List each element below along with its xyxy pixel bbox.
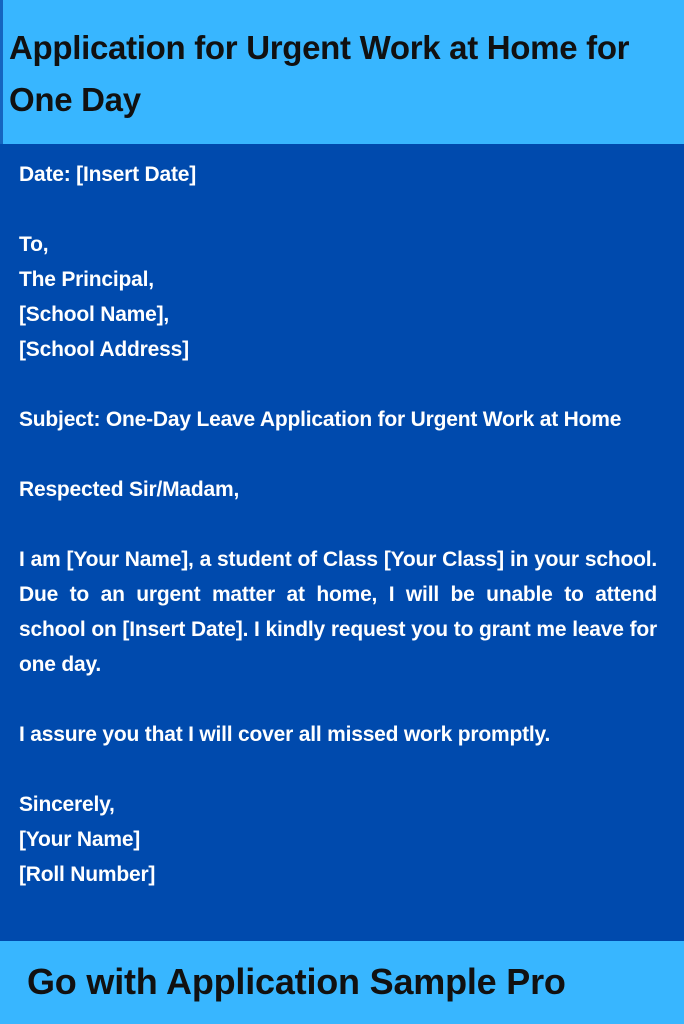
spacer xyxy=(19,507,657,542)
spacer xyxy=(19,437,657,472)
spacer xyxy=(19,682,657,717)
footer-banner xyxy=(0,941,684,1024)
signature-roll-number: [Roll Number] xyxy=(19,863,156,886)
recipient-school-name: [School Name], xyxy=(19,303,170,326)
closing: Sincerely, xyxy=(19,793,115,816)
spacer xyxy=(19,752,657,787)
title-banner xyxy=(0,0,684,144)
body-paragraph-2: I assure you that I will cover all missed work promptly. xyxy=(19,723,551,746)
page-title: Application for Urgent Work at Home for One Day xyxy=(9,29,630,118)
recipient-title: The Principal, xyxy=(19,268,154,291)
recipient-block xyxy=(19,227,657,367)
signature-name: [Your Name] xyxy=(19,828,141,851)
signature-block xyxy=(19,787,657,892)
subject-line: Subject: One-Day Leave Application for Urgent Work at Home xyxy=(19,408,622,431)
spacer xyxy=(19,367,657,402)
salutation: Respected Sir/Madam, xyxy=(19,478,240,501)
date-line: Date: [Insert Date] xyxy=(19,163,197,186)
recipient-school-address: [School Address] xyxy=(19,338,189,361)
recipient-to: To, xyxy=(19,233,49,256)
spacer xyxy=(19,192,657,227)
footer-text: Go with Application Sample Pro xyxy=(27,961,566,1002)
body-paragraph-1: I am [Your Name], a student of Class [Your Class] in your school. Due to an urgent matter at home, I will be unable to attend school on [Insert Date]. I kindly request you to grant me leave for one day. xyxy=(19,548,657,676)
letter-body xyxy=(19,157,657,892)
